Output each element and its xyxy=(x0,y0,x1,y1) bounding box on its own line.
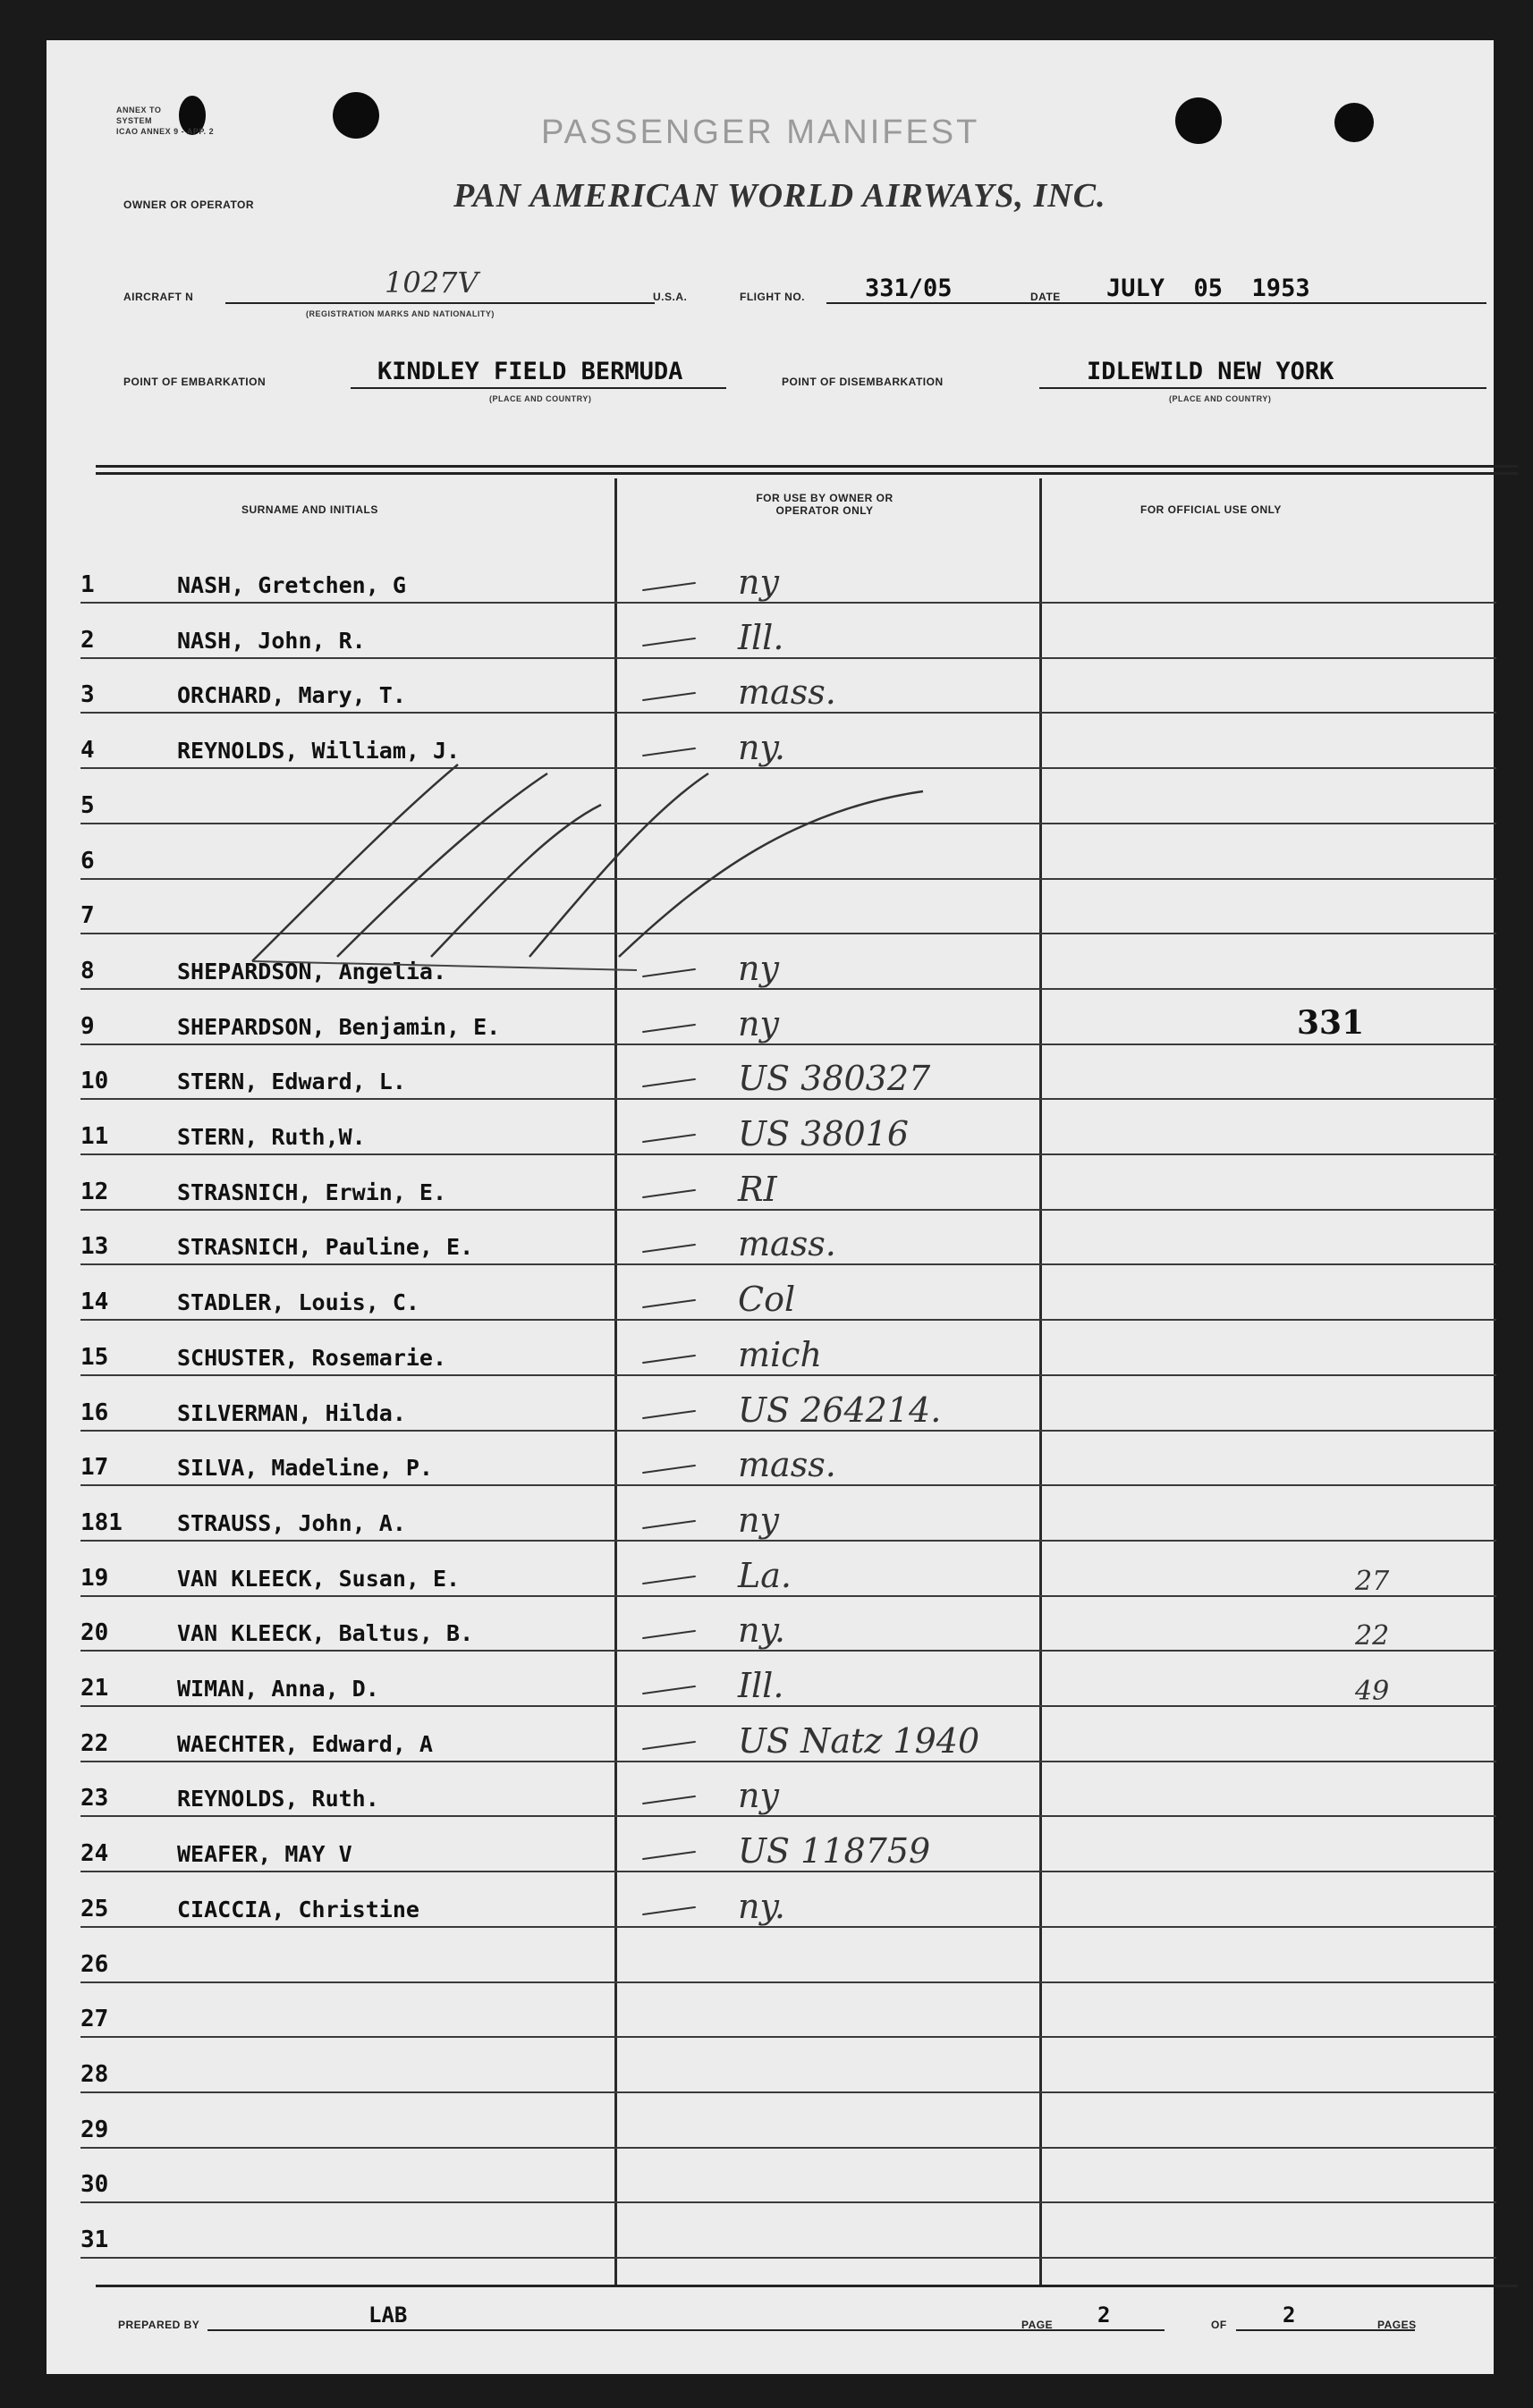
row-number: 25 xyxy=(80,1895,109,1922)
row-number: 30 xyxy=(80,2171,109,2199)
owner-note: ny xyxy=(738,1003,779,1043)
form-title: PASSENGER MANIFEST xyxy=(541,114,980,151)
row-number: 24 xyxy=(80,1840,109,1868)
owner-note: mass. xyxy=(738,1445,836,1485)
owner-dash xyxy=(642,1906,696,1915)
row-number: 181 xyxy=(80,1508,123,1536)
row-number: 19 xyxy=(80,1564,109,1592)
passenger-name: REYNOLDS, Ruth. xyxy=(177,1786,379,1812)
owner-dash xyxy=(642,1409,696,1418)
passenger-name: STRASNICH, Erwin, E. xyxy=(177,1179,447,1205)
owner-dash xyxy=(642,582,696,591)
owner-dash xyxy=(642,1795,696,1804)
passenger-name: CIACCIA, Christine xyxy=(177,1896,419,1922)
disembark-underline xyxy=(1039,387,1486,389)
owner-dash xyxy=(642,1134,696,1143)
passenger-name: REYNOLDS, William, J. xyxy=(177,738,461,765)
owner-dash xyxy=(642,1741,696,1750)
row-number: 23 xyxy=(80,1785,109,1812)
passenger-name: WEAFER, MAY V xyxy=(177,1841,352,1868)
passenger-name: SILVERMAN, Hilda. xyxy=(177,1399,406,1426)
col-header-owner: FOR USE BY OWNER OR OPERATOR ONLY xyxy=(756,492,894,517)
table-row xyxy=(80,604,1496,659)
row-number: 29 xyxy=(80,2116,109,2143)
owner-label: OWNER OR OPERATOR xyxy=(123,199,255,211)
passenger-name: NASH, John, R. xyxy=(177,627,366,654)
table-row xyxy=(80,1321,1496,1376)
table-row xyxy=(80,2038,1496,2093)
prepared-value: LAB xyxy=(368,2302,408,2328)
table-row xyxy=(80,990,1496,1045)
punch-hole xyxy=(333,92,379,139)
owner-note: mass. xyxy=(738,672,836,713)
table-row xyxy=(80,1431,1496,1486)
row-number: 2 xyxy=(80,626,95,654)
owner-note: ny xyxy=(738,562,779,602)
row-number: 10 xyxy=(80,1068,109,1095)
passenger-name: WIMAN, Anna, D. xyxy=(177,1676,379,1702)
aircraft-value: 1027V xyxy=(385,266,479,300)
row-number: 8 xyxy=(80,957,95,984)
header-rule xyxy=(96,472,1518,475)
owner-dash xyxy=(642,1078,696,1087)
row-number: 17 xyxy=(80,1454,109,1482)
owner-dash xyxy=(642,1851,696,1860)
table-row xyxy=(80,1376,1496,1432)
row-number: 9 xyxy=(80,1012,95,1040)
table-row xyxy=(80,1707,1496,1762)
passenger-name: STERN, Edward, L. xyxy=(177,1069,406,1095)
prepared-underline xyxy=(208,2329,1102,2331)
owner-note: US 38016 xyxy=(738,1114,910,1153)
embark-label: POINT OF EMBARKATION xyxy=(123,376,267,388)
punch-hole xyxy=(1334,103,1374,142)
owner-note: Ill. xyxy=(738,1666,784,1705)
table-row xyxy=(80,1155,1496,1211)
flight-value: 331/05 xyxy=(865,275,953,302)
row-number: 5 xyxy=(80,791,95,819)
table-row xyxy=(80,1596,1496,1652)
row-number: 3 xyxy=(80,681,95,709)
embark-caption: (PLACE AND COUNTRY) xyxy=(489,394,592,403)
passenger-name: SCHUSTER, Rosemarie. xyxy=(177,1344,447,1371)
row-number: 27 xyxy=(80,2006,109,2033)
official-note: 49 xyxy=(1355,1676,1390,1707)
table-row xyxy=(80,1817,1496,1872)
page-underline xyxy=(1066,2329,1165,2331)
official-note: 27 xyxy=(1355,1565,1390,1597)
row-number: 6 xyxy=(80,847,95,874)
page-value: 2 xyxy=(1097,2302,1111,2328)
table-row xyxy=(80,1044,1496,1100)
table-row xyxy=(80,1982,1496,2038)
of-label: OF xyxy=(1211,2319,1227,2331)
row-number: 20 xyxy=(80,1619,109,1647)
col-header-official: FOR OFFICIAL USE ONLY xyxy=(1140,503,1282,516)
owner-note: US 380327 xyxy=(738,1059,931,1099)
table-row xyxy=(80,1928,1496,1983)
passenger-name: SHEPARDSON, Benjamin, E. xyxy=(177,1013,501,1040)
table-row xyxy=(80,2148,1496,2203)
owner-dash xyxy=(642,692,696,701)
table-row xyxy=(80,548,1496,604)
disembark-value: IDLEWILD NEW YORK xyxy=(1087,358,1334,385)
row-number: 28 xyxy=(80,2060,109,2088)
nationality: U.S.A. xyxy=(653,291,688,303)
owner-note: US 118759 xyxy=(738,1831,931,1871)
owner-dash xyxy=(642,1023,696,1032)
owner-note: ny xyxy=(738,1776,779,1816)
table-row xyxy=(80,2093,1496,2149)
owner-dash xyxy=(642,1189,696,1198)
table-row xyxy=(80,1210,1496,1265)
row-number: 15 xyxy=(80,1343,109,1371)
col-header-surname: SURNAME AND INITIALS xyxy=(241,503,378,516)
owner-note: ny xyxy=(738,948,779,988)
row-number: 31 xyxy=(80,2226,109,2253)
carrier-name: PAN AMERICAN WORLD AIRWAYS, INC. xyxy=(453,177,1106,215)
owner-dash xyxy=(642,1575,696,1584)
punch-hole xyxy=(1175,97,1222,144)
table-row xyxy=(80,1652,1496,1707)
row-number: 4 xyxy=(80,737,95,765)
header-rule xyxy=(96,465,1518,468)
owner-dash xyxy=(642,638,696,646)
disembark-caption: (PLACE AND COUNTRY) xyxy=(1169,394,1272,403)
owner-note: ny. xyxy=(738,1610,785,1651)
passenger-name: VAN KLEECK, Susan, E. xyxy=(177,1565,461,1592)
owner-note: La. xyxy=(738,1555,792,1595)
passenger-name: SILVA, Madeline, P. xyxy=(177,1455,433,1482)
registration-caption: (REGISTRATION MARKS AND NATIONALITY) xyxy=(306,309,495,318)
bottom-rule xyxy=(96,2285,1518,2287)
passenger-name: STERN, Ruth,W. xyxy=(177,1124,366,1150)
row-number: 11 xyxy=(80,1123,109,1150)
table-row xyxy=(80,1486,1496,1542)
row-number: 13 xyxy=(80,1233,109,1261)
date-label: DATE xyxy=(1030,291,1061,303)
passenger-name: WAECHTER, Edward, A xyxy=(177,1730,433,1757)
table-row xyxy=(80,1542,1496,1597)
table-row xyxy=(80,1265,1496,1321)
of-value: 2 xyxy=(1283,2302,1296,2328)
owner-dash xyxy=(642,1244,696,1253)
table-row xyxy=(80,1100,1496,1155)
official-note: 22 xyxy=(1355,1620,1390,1652)
owner-dash xyxy=(642,1355,696,1364)
owner-dash xyxy=(642,1299,696,1308)
owner-dash xyxy=(642,1686,696,1694)
passenger-name: NASH, Gretchen, G xyxy=(177,572,406,598)
owner-note: US Natz 1940 xyxy=(738,1720,980,1761)
stamp-line: SYSTEM xyxy=(116,116,153,125)
owner-note: US 264214. xyxy=(738,1390,942,1430)
strikeout-marks xyxy=(136,756,1075,988)
aircraft-label: AIRCRAFT N xyxy=(123,291,194,303)
embark-underline xyxy=(351,387,726,389)
table-row xyxy=(80,1762,1496,1817)
stamp-line: ANNEX TO xyxy=(116,106,162,114)
table-row xyxy=(80,2203,1496,2259)
date-underline xyxy=(1075,302,1486,304)
disembark-label: POINT OF DISEMBARKATION xyxy=(782,376,944,388)
table-row xyxy=(80,658,1496,714)
row-number: 12 xyxy=(80,1178,109,1205)
official-note: 331 xyxy=(1297,1003,1365,1042)
prepared-label: PREPARED BY xyxy=(118,2319,200,2331)
owner-dash xyxy=(642,1520,696,1529)
passenger-name: STRASNICH, Pauline, E. xyxy=(177,1234,474,1261)
pages-label: PAGES xyxy=(1377,2319,1417,2331)
row-line xyxy=(80,2257,1496,2259)
date-value: JULY 05 1953 xyxy=(1106,275,1310,302)
row-number: 1 xyxy=(80,571,95,598)
owner-dash xyxy=(642,1465,696,1474)
passenger-name: VAN KLEECK, Baltus, B. xyxy=(177,1620,474,1647)
row-number: 14 xyxy=(80,1288,109,1316)
passenger-name: STRAUSS, John, A. xyxy=(177,1509,406,1536)
icao-stamp xyxy=(116,105,214,137)
owner-note: Col xyxy=(738,1280,796,1320)
row-number: 7 xyxy=(80,902,95,930)
row-number: 22 xyxy=(80,1729,109,1757)
owner-note: Ill. xyxy=(738,617,784,657)
owner-note: ny xyxy=(738,1500,779,1540)
row-number: 26 xyxy=(80,1950,109,1978)
owner-note: RI xyxy=(738,1169,777,1209)
stamp-line: ICAO ANNEX 9 - APP. 2 xyxy=(116,127,215,136)
passenger-name: SHEPARDSON, Angelia. xyxy=(177,958,447,984)
owner-note: ny. xyxy=(738,728,785,768)
passenger-name: STADLER, Louis, C. xyxy=(177,1289,419,1316)
owner-dash xyxy=(642,1630,696,1639)
row-number: 21 xyxy=(80,1675,109,1702)
owner-note: mass. xyxy=(738,1224,836,1264)
owner-note: ny. xyxy=(738,1886,785,1926)
table-row xyxy=(80,1872,1496,1928)
passenger-name: ORCHARD, Mary, T. xyxy=(177,682,406,709)
aircraft-underline xyxy=(225,302,655,304)
page-label: PAGE xyxy=(1021,2319,1054,2331)
flight-label: FLIGHT NO. xyxy=(740,291,805,303)
embark-value: KINDLEY FIELD BERMUDA xyxy=(377,358,683,385)
row-number: 16 xyxy=(80,1398,109,1426)
owner-note: mich xyxy=(738,1334,822,1374)
manifest-page xyxy=(47,40,1494,2374)
